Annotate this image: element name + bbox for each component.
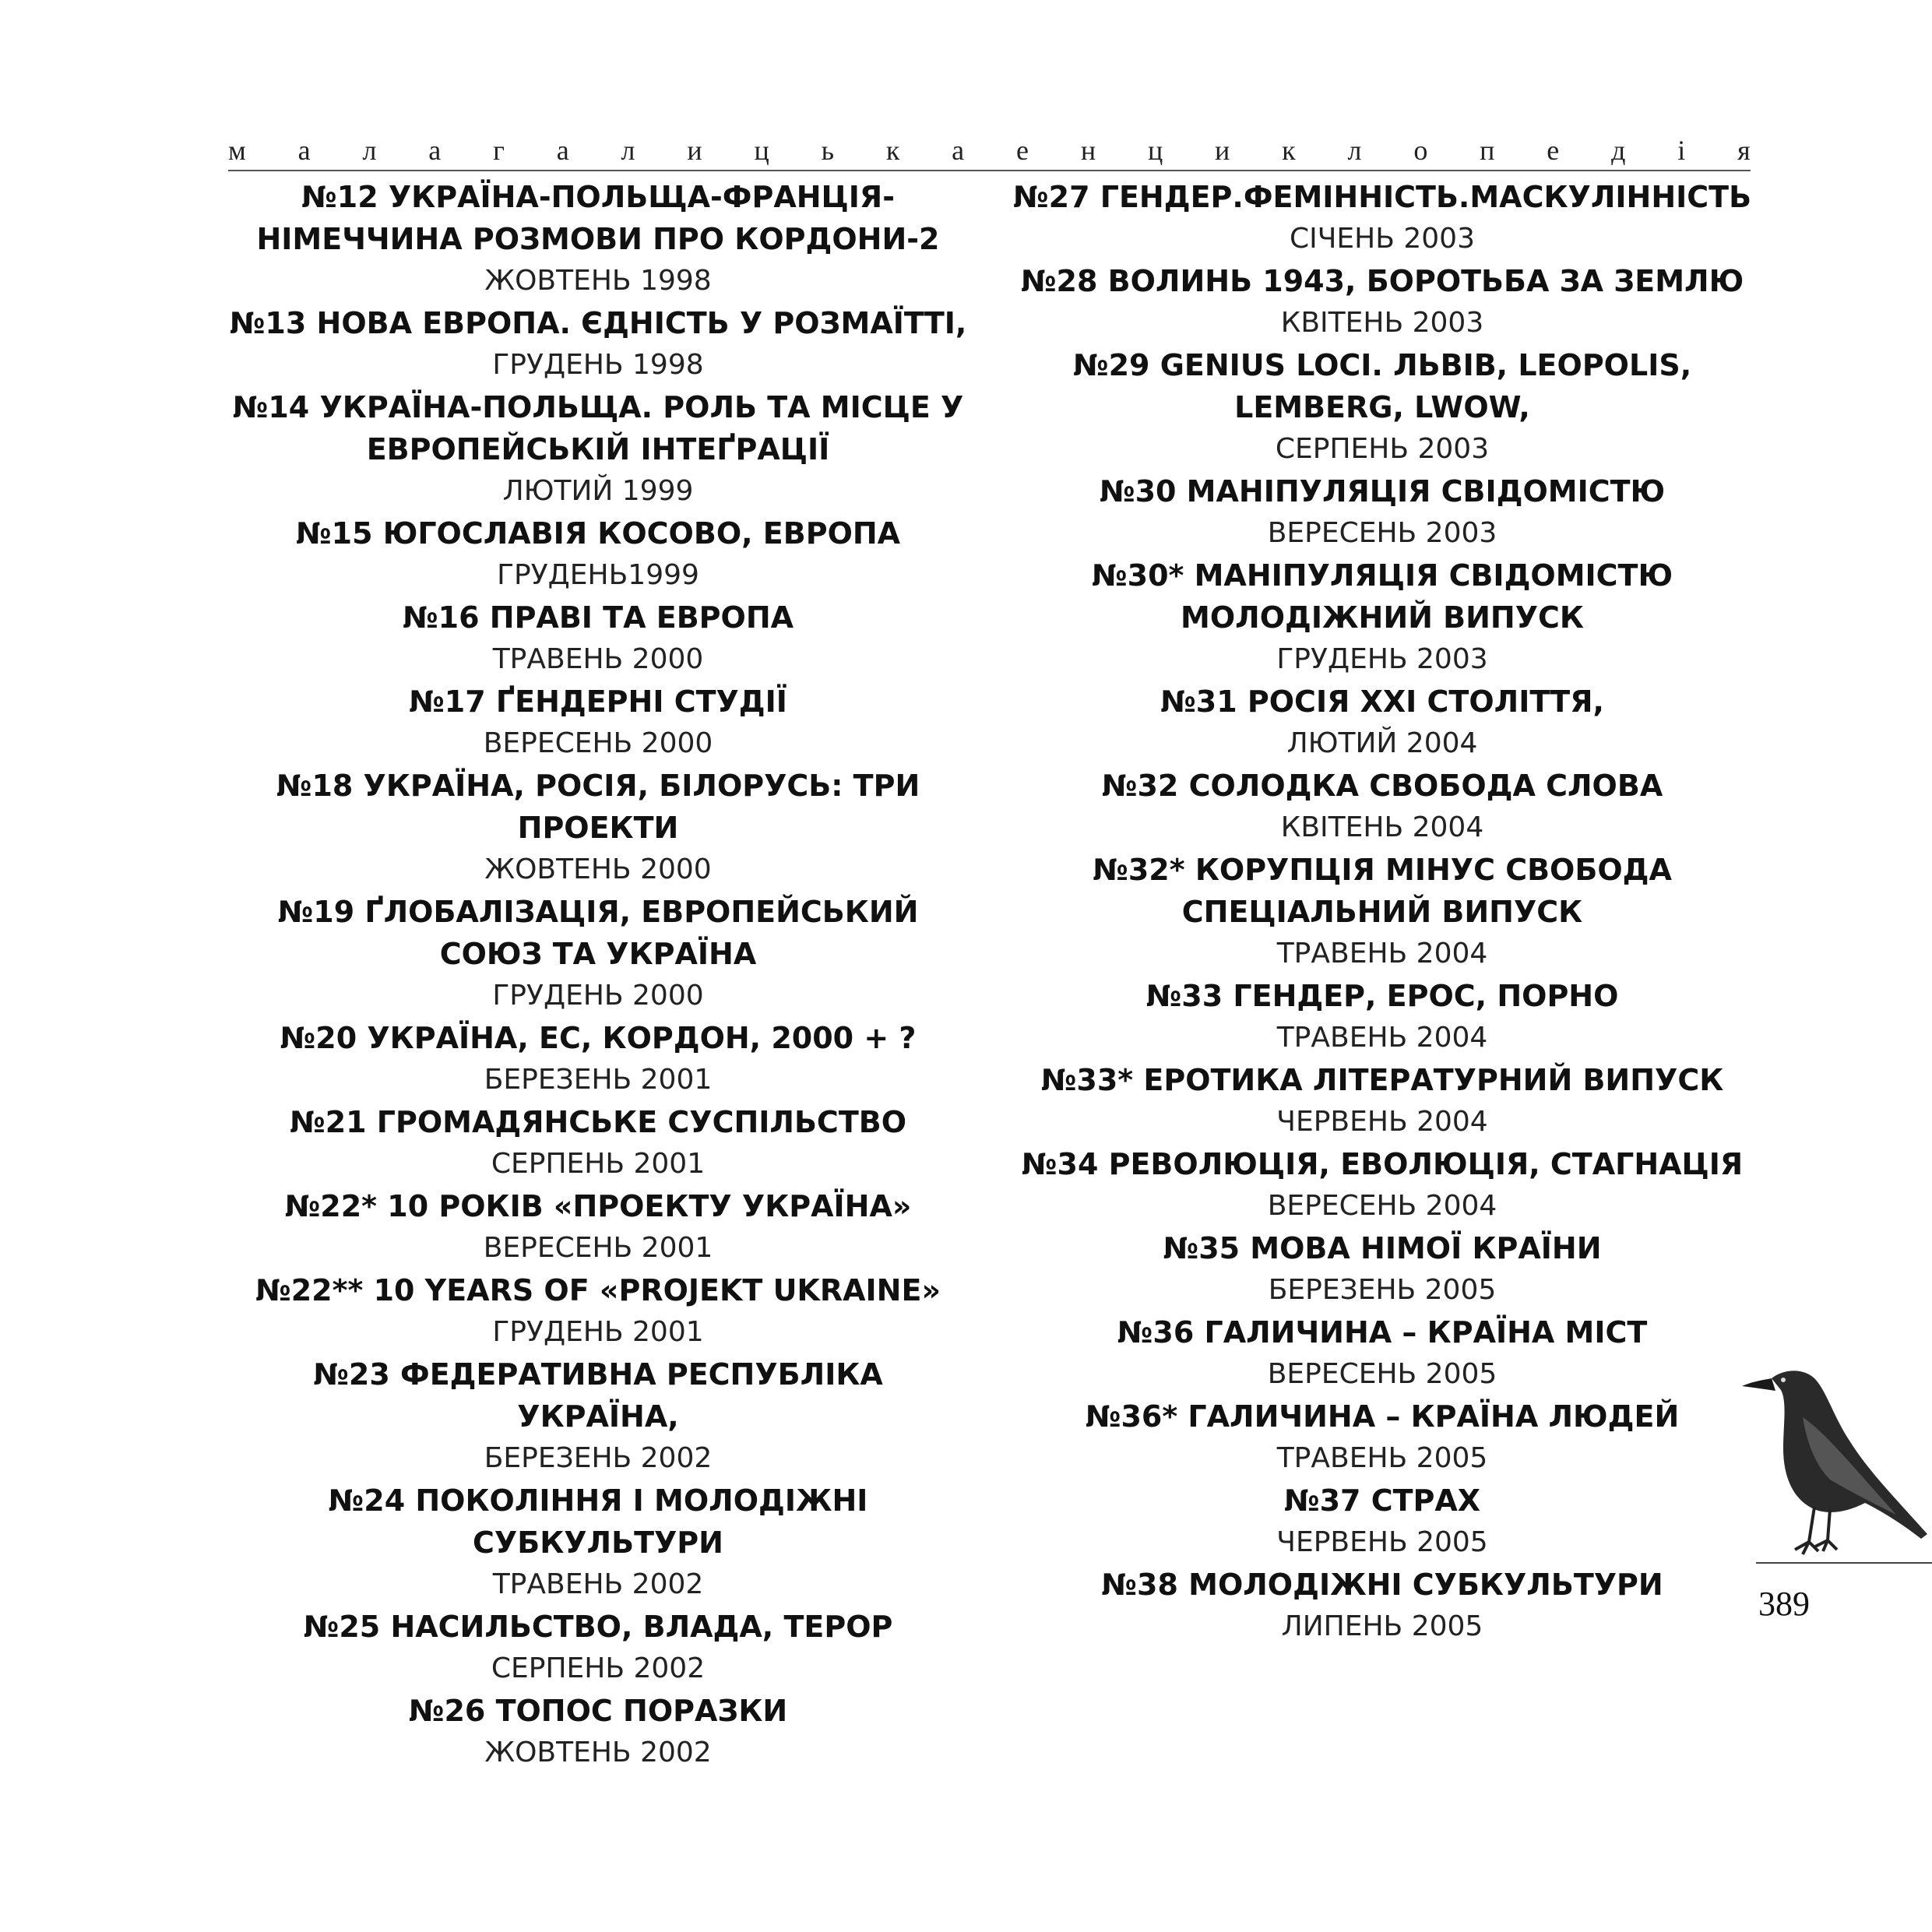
issue-date: ЧЕРВЕНЬ 2004	[1276, 1106, 1488, 1138]
issue-title: №16 ПРАВІ ТА ЕВРОПА	[402, 600, 794, 635]
issue-title: №14 УКРАЇНА-ПОЛЬЩА. РОЛЬ ТА МІСЦЕ У ЕВРОПЕЙСЬКІЙ ІНТЕҐРАЦІЇ	[232, 390, 964, 466]
running-head-letter: е	[1016, 135, 1029, 166]
issue-entry	[228, 1690, 968, 1774]
issue-date: ЧЕРВЕНЬ 2005	[1276, 1526, 1488, 1558]
issue-title: №30* МАНІПУЛЯЦІЯ СВІДОМІСТЮ МОЛОДІЖНИЙ ВИПУСК	[1091, 558, 1673, 635]
running-head	[228, 134, 1751, 167]
issue-entry	[1012, 1564, 1752, 1648]
running-head-letter: н	[1080, 135, 1096, 166]
issue-title: №19 ҐЛОБАЛІЗАЦІЯ, ЕВРОПЕЙСЬКИЙ СОЮЗ ТА УКРАЇНА	[277, 895, 919, 971]
issue-entry	[1012, 1480, 1752, 1564]
issue-date: ВЕРЕСЕНЬ 2001	[483, 1232, 713, 1264]
issue-entry	[228, 176, 968, 302]
issue-title: №34 РЕВОЛЮЦІЯ, ЕВОЛЮЦІЯ, СТАГНАЦІЯ	[1021, 1147, 1744, 1181]
issue-date: ЛЮТИЙ 1999	[502, 475, 694, 507]
issue-entry	[1012, 470, 1752, 554]
issue-title: №36* ГАЛИЧИНА – КРАЇНА ЛЮДЕЙ	[1085, 1399, 1680, 1434]
crow-beak	[1742, 1378, 1775, 1391]
issue-entry	[228, 681, 968, 765]
right-column	[1012, 176, 1752, 1648]
issue-date: ЖОВТЕНЬ 2002	[484, 1737, 712, 1768]
page-number: 389	[1758, 1585, 1810, 1623]
issue-title: №13 НОВА ЕВРОПА. ЄДНІСТЬ У РОЗМАЇТТІ,	[229, 306, 967, 340]
issue-entry	[1012, 1227, 1752, 1311]
running-head-letter: п	[1480, 135, 1495, 166]
issue-title: №38 МОЛОДІЖНІ СУБКУЛЬТУРИ	[1101, 1568, 1663, 1602]
issue-date: ГРУДЕНЬ 2000	[492, 980, 704, 1012]
issue-entry	[228, 1101, 968, 1185]
issue-entry	[1012, 681, 1752, 765]
issue-date: БЕРЕЗЕНЬ 2005	[1268, 1274, 1497, 1306]
running-head-letter: к	[885, 135, 900, 166]
issue-entry	[228, 891, 968, 1017]
crow-leg-front	[1795, 1507, 1818, 1554]
issue-title: №22** 10 YEARS OF «PROJEKT UKRAINE»	[255, 1273, 941, 1307]
running-head-letter: ц	[1147, 135, 1163, 166]
crow-illustration	[1740, 1355, 1932, 1564]
illustration-rule	[1756, 1562, 1932, 1564]
running-head-letter: и	[687, 135, 702, 166]
issue-date: ВЕРЕСЕНЬ 2003	[1267, 517, 1497, 549]
running-head-letter: а	[428, 135, 442, 166]
issue-entry	[228, 1480, 968, 1606]
running-head-letter: о	[1413, 135, 1428, 166]
issue-title: №25 НАСИЛЬСТВО, ВЛАДА, ТЕРОР	[303, 1610, 893, 1644]
issue-entry	[1012, 849, 1752, 975]
issue-entry	[228, 386, 968, 512]
issue-date: КВІТЕНЬ 2003	[1280, 307, 1484, 339]
issue-entry	[228, 1269, 968, 1353]
issue-title: №32 СОЛОДКА СВОБОДА СЛОВА	[1101, 769, 1663, 803]
issue-title: №15 ЮГОСЛАВІЯ КОСОВО, ЕВРОПА	[295, 516, 901, 551]
issue-title: №18 УКРАЇНА, РОСІЯ, БІЛОРУСЬ: ТРИ ПРОЕКТИ	[276, 769, 920, 845]
issue-title: №17 ҐЕНДЕРНІ СТУДІЇ	[409, 684, 787, 719]
issue-date: СІЧЕНЬ 2003	[1289, 223, 1475, 255]
issue-entry	[228, 512, 968, 596]
running-head-letter: к	[1282, 135, 1296, 166]
issue-title: №22* 10 РОКІВ «ПРОЕКТУ УКРАЇНА»	[284, 1189, 912, 1223]
crow-eye	[1781, 1378, 1786, 1382]
issue-title: №28 ВОЛИНЬ 1943, БОРОТЬБА ЗА ЗЕМЛЮ	[1020, 264, 1744, 298]
issue-title: №20 УКРАЇНА, ЕС, КОРДОН, 2000 + ?	[280, 1021, 917, 1055]
issue-date: БЕРЕЗЕНЬ 2002	[484, 1442, 713, 1474]
issue-entry	[1012, 260, 1752, 344]
issue-date: ГРУДЕНЬ 1998	[492, 349, 704, 381]
issue-date: ГРУДЕНЬ 2001	[492, 1316, 704, 1348]
issue-date: ЖОВТЕНЬ 2000	[484, 853, 712, 885]
running-head-letter: г	[493, 135, 505, 166]
running-head-letter: д	[1611, 135, 1626, 166]
left-column	[228, 176, 968, 1774]
running-head-letter: л	[362, 135, 377, 166]
issue-entry	[1012, 975, 1752, 1059]
issue-title: №21 ГРОМАДЯНСЬКЕ СУСПІЛЬСТВО	[289, 1105, 907, 1139]
issue-entry	[1012, 1143, 1752, 1227]
issue-date: ВЕРЕСЕНЬ 2004	[1267, 1190, 1497, 1222]
issue-title: №24 ПОКОЛІННЯ І МОЛОДІЖНІ СУБКУЛЬТУРИ	[328, 1483, 868, 1560]
issue-date: ТРАВЕНЬ 2004	[1276, 1022, 1488, 1054]
issue-date: СЕРПЕНЬ 2001	[491, 1148, 706, 1180]
issue-title: №37 СТРАХ	[1283, 1483, 1481, 1518]
running-head-letter: л	[1347, 135, 1362, 166]
issue-title: №29 GENIUS LOCI. ЛЬВІВ, LEOPOLIS, LEMBERG, LWOW,	[1072, 348, 1692, 424]
issue-entry	[228, 1606, 968, 1690]
running-head-letter: а	[556, 135, 569, 166]
issue-date: ЛЮТИЙ 2004	[1286, 727, 1478, 759]
issue-date: ЖОВТЕНЬ 1998	[484, 265, 712, 297]
running-head-letter: ь	[821, 135, 834, 166]
issue-entry	[228, 1017, 968, 1101]
issue-entry	[1012, 1395, 1752, 1480]
issue-entry	[1012, 1311, 1752, 1395]
issue-date: СЕРПЕНЬ 2003	[1275, 433, 1490, 465]
running-head-letter: м	[228, 135, 246, 166]
crow-leg-back	[1815, 1509, 1837, 1551]
header-rule	[228, 170, 1751, 171]
issue-date: ТРАВЕНЬ 2005	[1276, 1442, 1488, 1474]
issue-date: ТРАВЕНЬ 2004	[1276, 938, 1488, 970]
issue-title: №27 ГЕНДЕР.ФЕМІННІСТЬ.МАСКУЛІННІСТЬ	[1012, 180, 1752, 214]
running-head-letter: а	[297, 135, 311, 166]
running-head-letter: ц	[754, 135, 769, 166]
crow-body	[1772, 1371, 1927, 1539]
issue-date: ТРАВЕНЬ 2002	[492, 1568, 704, 1600]
running-head-letter: л	[621, 135, 635, 166]
issue-entry	[1012, 344, 1752, 470]
issue-entry	[228, 596, 968, 681]
issue-date: СЕРПЕНЬ 2002	[491, 1652, 706, 1684]
issue-title: №26 ТОПОС ПОРАЗКИ	[408, 1694, 788, 1728]
issue-entry	[1012, 554, 1752, 681]
issue-date: ГРУДЕНЬ 2003	[1276, 643, 1488, 675]
issue-title: №33 ГЕНДЕР, ЕРОС, ПОРНО	[1145, 979, 1619, 1013]
issue-date: ВЕРЕСЕНЬ 2000	[483, 727, 713, 759]
issue-entry	[228, 1353, 968, 1480]
issue-entry	[228, 765, 968, 891]
issue-title: №31 РОСІЯ XXI СТОЛІТТЯ,	[1160, 684, 1604, 719]
issue-date: БЕРЕЗЕНЬ 2001	[484, 1064, 713, 1096]
issue-date: ЛИПЕНЬ 2005	[1281, 1610, 1483, 1642]
issue-entry	[1012, 1059, 1752, 1143]
issue-entry	[1012, 176, 1752, 260]
issue-date: КВІТЕНЬ 2004	[1280, 811, 1484, 843]
issue-date: ТРАВЕНЬ 2000	[492, 643, 704, 675]
issue-title: №12 УКРАЇНА-ПОЛЬЩА-ФРАНЦІЯ-НІМЕЧЧИНА РОЗМОВИ ПРО КОРДОНИ-2	[256, 180, 940, 256]
issue-title: №33* ЕРОТИКА ЛІТЕРАТУРНИЙ ВИПУСК	[1040, 1063, 1724, 1097]
running-head-letter: а	[952, 135, 965, 166]
issue-date: ГРУДЕНЬ1999	[497, 559, 699, 591]
issue-title: №32* КОРУПЦІЯ МІНУС СВОБОДА СПЕЦІАЛЬНИЙ ВИПУСК	[1093, 853, 1672, 929]
running-head-letter: я	[1737, 135, 1751, 166]
issue-date: ВЕРЕСЕНЬ 2005	[1267, 1358, 1497, 1390]
issue-entry	[1012, 765, 1752, 849]
running-head-letter: е	[1547, 135, 1560, 166]
issue-title: №35 МОВА НІМОЇ КРАЇНИ	[1163, 1231, 1602, 1265]
issue-entry	[228, 1185, 968, 1269]
running-head-letter: и	[1215, 135, 1230, 166]
issue-title: №30 МАНІПУЛЯЦІЯ СВІДОМІСТЮ	[1099, 474, 1666, 509]
issue-title: №36 ГАЛИЧИНА – КРАЇНА МІСТ	[1117, 1315, 1648, 1350]
running-head-letter: і	[1677, 135, 1686, 166]
issue-entry	[228, 302, 968, 386]
issue-title: №23 ФЕДЕРАТИВНА РЕСПУБЛІКА УКРАЇНА,	[313, 1357, 883, 1434]
